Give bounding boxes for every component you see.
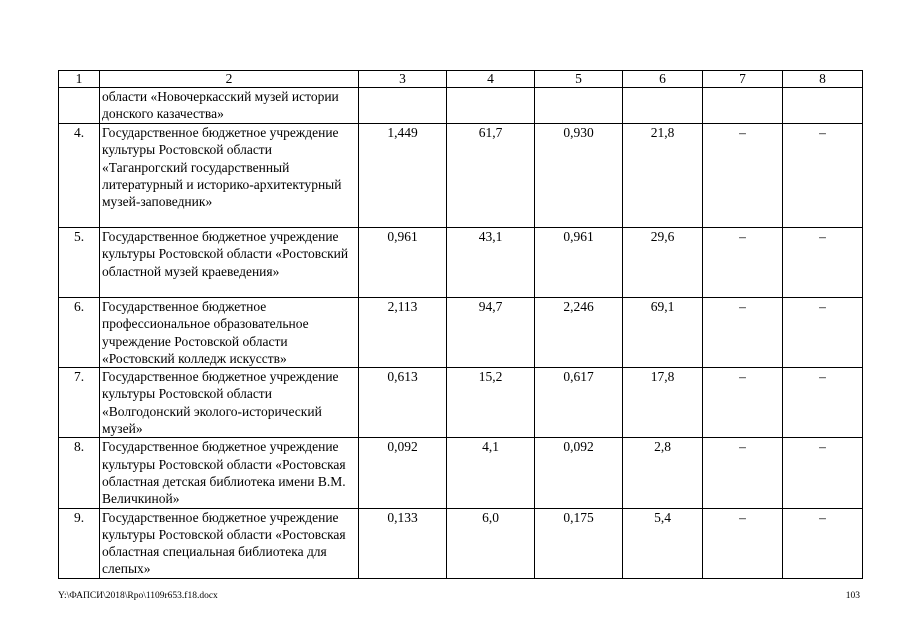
table-row [59,298,863,368]
institution-name: области «Новочеркасский музей истории донского казачества» [100,88,359,124]
cell-value: 0,961 [359,228,447,298]
cell-value: 61,7 [447,124,535,228]
row-number: 4. [59,124,100,228]
cell-value: 0,092 [535,438,623,508]
cell-value: – [783,368,863,438]
cell-value: 29,6 [623,228,703,298]
institution-name: Государственное бюджетное учреждение культуры Ростовской области «Ростовская областная специальная библиотека для слепых» [100,508,359,578]
cell-value: – [703,124,783,228]
institution-name: Государственное бюджетное учреждение культуры Ростовской области «Волгодонский эколого-исторический музей» [100,368,359,438]
column-header: 6 [623,71,703,88]
cell-value: 4,1 [447,438,535,508]
table-row [59,228,863,298]
cell-value: – [783,228,863,298]
cell-value: 2,113 [359,298,447,368]
cell-value [703,88,783,124]
cell-value: 94,7 [447,298,535,368]
cell-value [447,88,535,124]
institution-name: Государственное бюджетное учреждение культуры Ростовской области «Ростовский областной музей краеведения» [100,228,359,298]
institution-name: Государственное бюджетное учреждение культуры Ростовской области «Ростовская областная детская библиотека имени В.М. Величкиной» [100,438,359,508]
row-number: 6. [59,298,100,368]
row-number: 7. [59,368,100,438]
row-number [59,88,100,124]
cell-value: 43,1 [447,228,535,298]
cell-value: – [703,368,783,438]
cell-value: – [703,438,783,508]
cell-value [535,88,623,124]
column-header: 3 [359,71,447,88]
table-row [59,124,863,228]
cell-value [783,88,863,124]
cell-value: 0,930 [535,124,623,228]
column-header: 2 [100,71,359,88]
cell-value: – [703,508,783,578]
row-number: 5. [59,228,100,298]
column-header: 4 [447,71,535,88]
data-table [58,70,863,579]
cell-value: 6,0 [447,508,535,578]
cell-value [359,88,447,124]
column-header: 7 [703,71,783,88]
cell-value: – [703,298,783,368]
column-header: 1 [59,71,100,88]
cell-value: – [783,124,863,228]
row-number: 8. [59,438,100,508]
cell-value: 0,617 [535,368,623,438]
institution-name: Государственное бюджетное учреждение культуры Ростовской области «Таганрогский государственный литературный и историко-архитектурный музей-заповедник» [100,124,359,228]
page-number: 103 [845,591,860,601]
cell-value: – [783,298,863,368]
cell-value: 0,092 [359,438,447,508]
column-header: 8 [783,71,863,88]
table-row [59,508,863,578]
cell-value: 17,8 [623,368,703,438]
cell-value: 69,1 [623,298,703,368]
cell-value: 0,961 [535,228,623,298]
cell-value: 2,8 [623,438,703,508]
footer-file-path: Y:\ФАПСИ\2018\Rpo\1109r653.f18.docx [58,591,218,601]
cell-value: 0,133 [359,508,447,578]
institution-name: Государственное бюджетное профессиональное образовательное учреждение Ростовской области «Ростовский колледж искусств» [100,298,359,368]
table-row [59,368,863,438]
cell-value: 5,4 [623,508,703,578]
cell-value: – [783,438,863,508]
cell-value: 0,175 [535,508,623,578]
cell-value: 21,8 [623,124,703,228]
header-row [59,71,863,88]
cell-value: 0,613 [359,368,447,438]
row-number: 9. [59,508,100,578]
cell-value: 1,449 [359,124,447,228]
cell-value [623,88,703,124]
table-row [59,438,863,508]
table-row [59,88,863,124]
cell-value: 2,246 [535,298,623,368]
cell-value: – [783,508,863,578]
cell-value: 15,2 [447,368,535,438]
column-header: 5 [535,71,623,88]
cell-value: – [703,228,783,298]
